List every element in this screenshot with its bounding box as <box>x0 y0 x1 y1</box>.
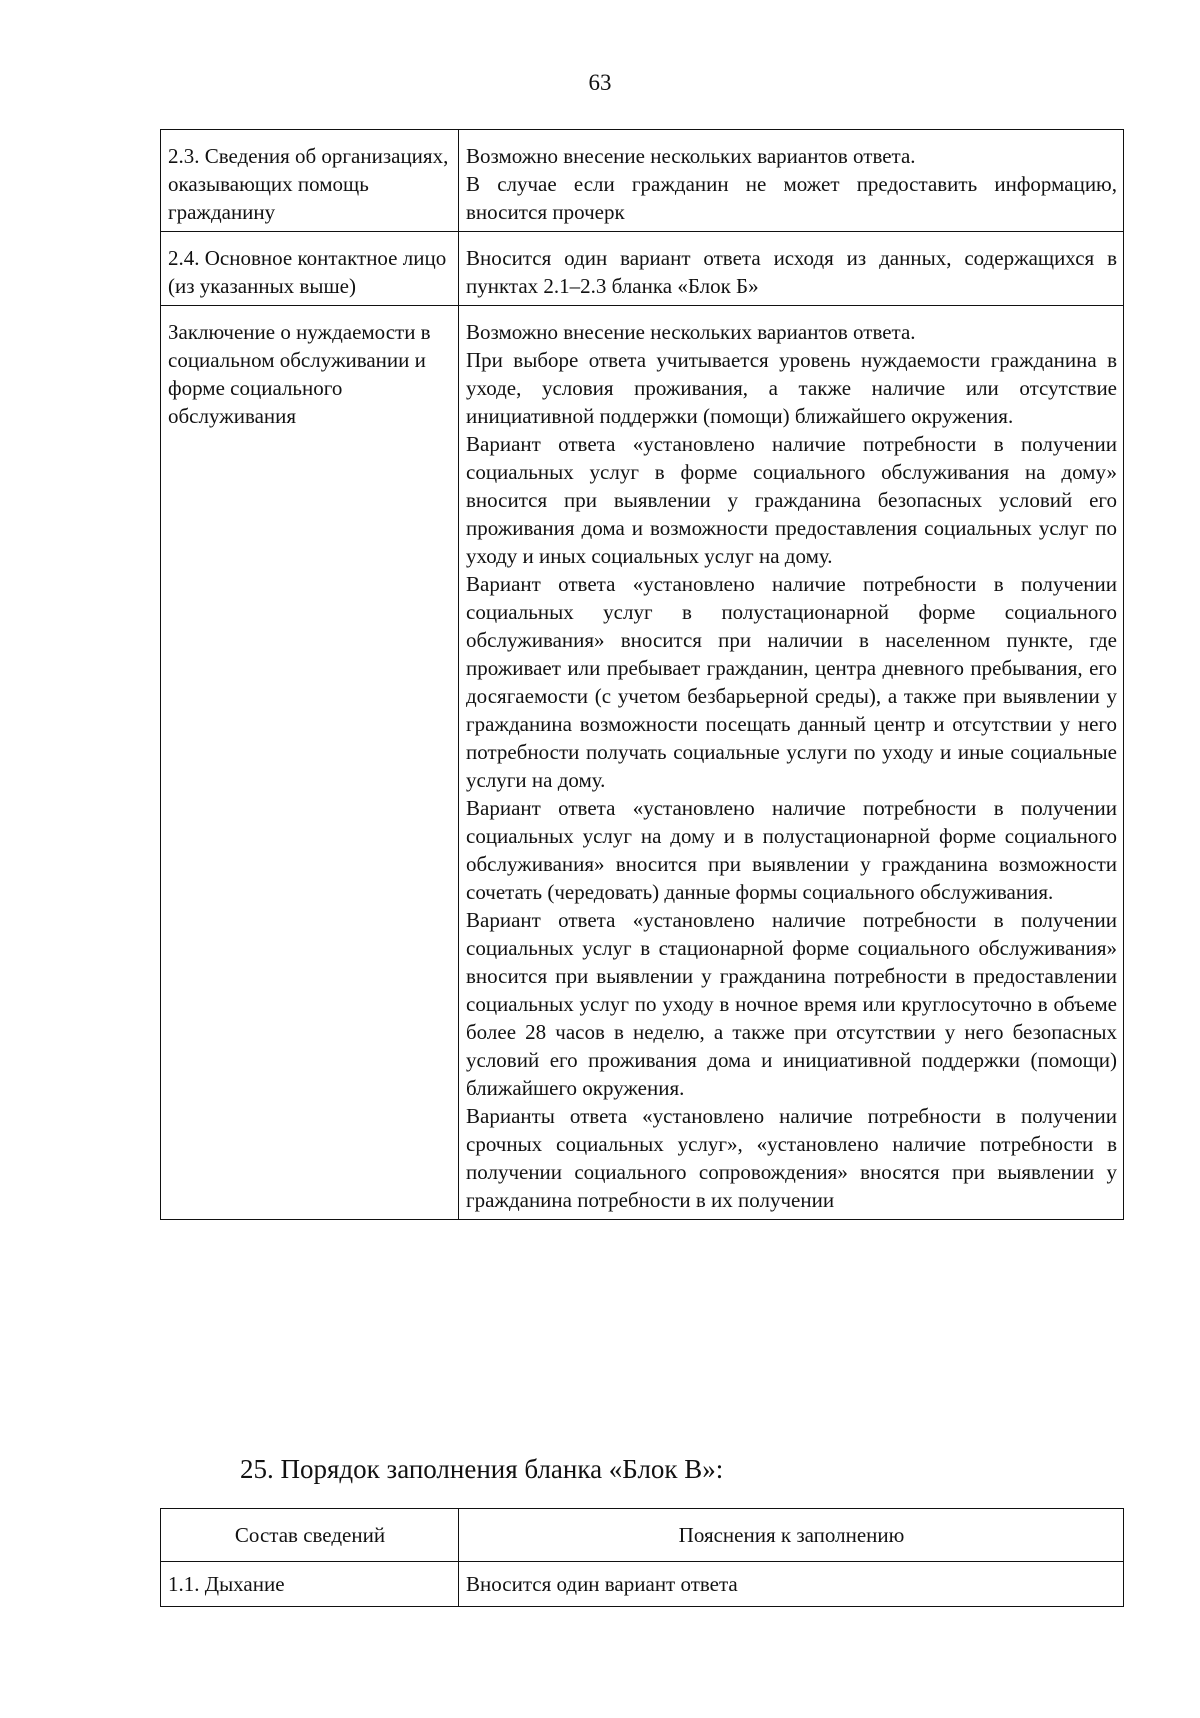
field-label: 2.3. Сведения об организациях, оказывающих помощь гражданину <box>168 144 449 224</box>
explanation-paragraph: Вариант ответа «установлено наличие потребности в получении социальных услуг в полустационарной форме социального обслуживания» вносится при наличии в населенном пункте, где проживает или пребывает гражданин, центра дневного пребывания, его досягаемости (с учетом безбарьерной среды), а также при выявлении у гражданина возможности посещать данный центр и отсутствии у него потребности получать социальные услуги по уходу и иные социальные услуги на дому. <box>466 572 1117 792</box>
table-row <box>161 130 1124 232</box>
explanation-paragraph: Возможно внесение нескольких вариантов ответа. <box>466 144 916 168</box>
explanation-paragraph: Варианты ответа «установлено наличие потребности в получении срочных социальных услуг», «установлено наличие потребности в получении социального сопровождения» вносятся при выявлении у гражданина потребности в их получении <box>466 1104 1117 1212</box>
page-number: 63 <box>588 70 612 95</box>
table-row <box>161 1562 1124 1607</box>
instructions-table-block-b <box>160 129 1124 1220</box>
field-label-cell <box>161 130 459 232</box>
field-label: 1.1. Дыхание <box>161 1562 459 1607</box>
field-label: Заключение о нуждаемости в социальном обслуживании и форме социального обслуживания <box>168 320 431 428</box>
instructions-table-block-v <box>160 1508 1124 1607</box>
explanation-paragraph: При выборе ответа учитывается уровень нуждаемости гражданина в уходе, условия проживания, а также наличие или отсутствие инициативной поддержки (помощи) ближайшего окружения. <box>466 348 1117 428</box>
table-row <box>161 306 1124 1220</box>
explanation-paragraph: Возможно внесение нескольких вариантов ответа. <box>466 320 916 344</box>
field-label-cell <box>161 232 459 306</box>
explanation-paragraph: Вариант ответа «установлено наличие потребности в получении социальных услуг в форме социального обслуживания на дому» вносится при выявлении у гражданина безопасных условий его проживания дома и возможности предоставления социальных услуг по уходу и иных социальных услуг на дому. <box>466 432 1117 568</box>
column-header-composition: Состав сведений <box>161 1509 459 1562</box>
section-heading: 25. Порядок заполнения бланка «Блок В»: <box>240 1454 724 1484</box>
field-explanation-cell <box>459 232 1124 306</box>
explanation-paragraph: Вариант ответа «установлено наличие потребности в получении социальных услуг в стационарной форме социального обслуживания» вносится при выявлении у гражданина потребности в предоставлении социальных услуг по уходу в ночное время или круглосуточно в объеме более 28 часов в неделю, а также при отсутствии у него безопасных условий его проживания дома и инициативной поддержки (помощи) ближайшего окружения. <box>466 908 1117 1100</box>
field-label-cell <box>161 306 459 1220</box>
table-row <box>161 232 1124 306</box>
field-label: 2.4. Основное контактное лицо (из указанных выше) <box>168 246 447 298</box>
table-header-row <box>161 1509 1124 1562</box>
explanation-paragraph: Вносится один вариант ответа исходя из данных, содержащихся в пунктах 2.1–2.3 бланка «Блок Б» <box>466 246 1117 298</box>
field-explanation: Вносится один вариант ответа <box>459 1562 1124 1607</box>
field-explanation-cell <box>459 306 1124 1220</box>
explanation-paragraph: В случае если гражданин не может предоставить информацию, вносится прочерк <box>466 172 1117 224</box>
explanation-paragraph: Вариант ответа «установлено наличие потребности в получении социальных услуг на дому и в полустационарной форме социального обслуживания» вносится при выявлении у гражданина возможности сочетать (чередовать) данные формы социального обслуживания. <box>466 796 1117 904</box>
field-explanation-cell <box>459 130 1124 232</box>
column-header-explanations: Пояснения к заполнению <box>459 1509 1124 1562</box>
